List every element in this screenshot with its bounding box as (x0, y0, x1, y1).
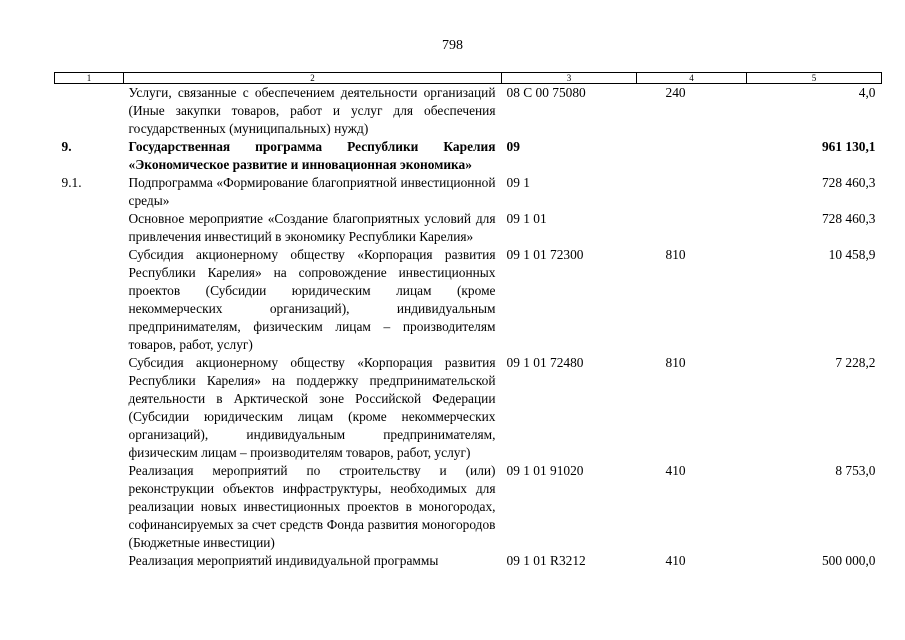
row-number (55, 84, 124, 139)
budget-table (54, 72, 882, 570)
row-name: Субсидия акционерному обществу «Корпорация развития Республики Карелия» на поддержку предпринимательской деятельности в Арктической зоне Российской Федерации (Субсидии юридическим лицам (кроме некоммерческих организаций), индивидуальным предпринимателям, физическим лицам – производителям товаров, работ, услуг) (128, 355, 496, 460)
column-number-row (55, 73, 882, 84)
column-number-5: 5 (747, 73, 882, 84)
row-expense-type: 240 (665, 85, 686, 100)
row-number: 9. (61, 139, 72, 154)
row-target-code: 09 1 01 72300 (506, 247, 584, 262)
row-amount: 728 460,3 (821, 175, 876, 190)
row-expense-type: 410 (665, 463, 686, 478)
row-name: Услуги, связанные с обеспечением деятельности организаций (Иные закупки товаров, работ и услуг для обеспечения государственных (муниципальных) нужд) (128, 85, 496, 136)
page-number: 798 (442, 38, 463, 53)
row-name: Реализация мероприятий по строительству и (или) реконструкции объектов инфраструктуры, необходимых для реализации новых инвестиционных проектов в моногородах, софинансируемых за счет средств Фонда развития моногородов (Бюджетные инвестиции) (128, 463, 496, 550)
row-amount: 500 000,0 (821, 553, 876, 568)
row-amount: 8 753,0 (835, 463, 876, 478)
row-amount: 4,0 (858, 85, 876, 100)
table-row (55, 462, 882, 552)
table-row (55, 174, 882, 210)
row-target-code: 09 1 01 (506, 211, 547, 226)
row-number (55, 210, 124, 246)
row-amount: 961 130,1 (821, 139, 876, 154)
row-name: Основное мероприятие «Создание благоприятных условий для привлечения инвестиций в экономику Республики Карелия» (128, 211, 496, 244)
column-number-4: 4 (637, 73, 747, 84)
row-target-code: 09 1 01 72480 (506, 355, 584, 370)
table-row (55, 246, 882, 354)
column-number-2: 2 (124, 73, 502, 84)
row-number (55, 552, 124, 570)
table-row (55, 552, 882, 570)
row-expense-type: 810 (665, 355, 686, 370)
row-expense-type (637, 210, 747, 246)
row-name: Реализация мероприятий индивидуальной программы (128, 553, 439, 568)
table-row (55, 354, 882, 462)
row-name: Подпрограмма «Формирование благоприятной инвестиционной среды» (128, 175, 496, 208)
column-number-3: 3 (502, 73, 637, 84)
table-row (55, 138, 882, 174)
table-row (55, 84, 882, 139)
row-expense-type: 810 (665, 247, 686, 262)
row-name: Государственная программа Республики Карелия «Экономическое развитие и инновационная экономика» (128, 139, 496, 172)
row-target-code: 09 (506, 139, 520, 154)
row-expense-type: 410 (665, 553, 686, 568)
table-row (55, 210, 882, 246)
row-number: 9.1. (61, 175, 82, 190)
row-number (55, 462, 124, 552)
row-expense-type (637, 138, 747, 174)
row-number (55, 354, 124, 462)
row-amount: 10 458,9 (828, 247, 876, 262)
row-name: Субсидия акционерному обществу «Корпорация развития Республики Карелия» на сопровождение инвестиционных проектов (Субсидии юридическим лицам (кроме некоммерческих организаций), индивидуальным предпринимателям, физическим лицам – производителям товаров, работ, услуг) (128, 247, 496, 352)
row-expense-type (637, 174, 747, 210)
column-number-1: 1 (55, 73, 124, 84)
row-amount: 7 228,2 (835, 355, 876, 370)
row-target-code: 09 1 01 91020 (506, 463, 584, 478)
row-number (55, 246, 124, 354)
row-target-code: 09 1 (506, 175, 530, 190)
row-amount: 728 460,3 (821, 211, 876, 226)
row-target-code: 08 С 00 75080 (506, 85, 586, 100)
row-target-code: 09 1 01 R3212 (506, 553, 586, 568)
